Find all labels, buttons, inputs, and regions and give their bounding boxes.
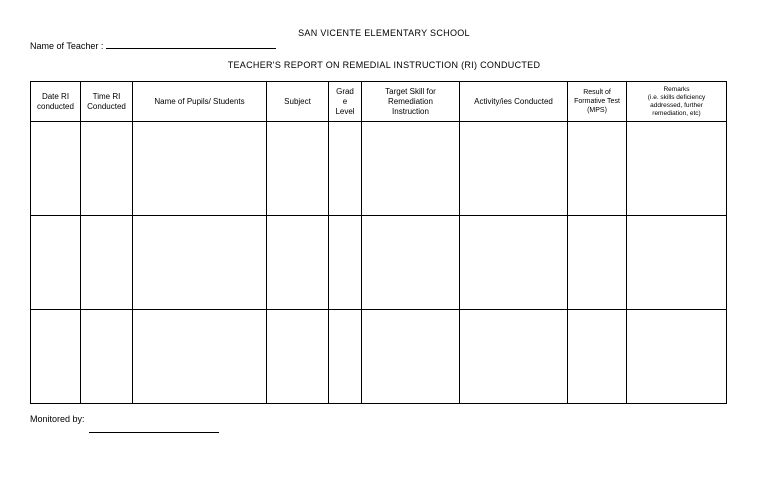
table-cell[interactable] — [133, 122, 267, 216]
table-cell[interactable] — [31, 122, 81, 216]
table-cell[interactable] — [460, 216, 568, 310]
table-cell[interactable] — [329, 310, 362, 404]
table-cell[interactable] — [81, 216, 133, 310]
signature-line — [89, 432, 219, 433]
table-cell[interactable] — [267, 310, 329, 404]
teacher-name-line — [30, 40, 276, 51]
col-header-time: Time RI Conducted — [81, 82, 133, 122]
col-header-target-skill: Target Skill for Remediation Instruction — [362, 82, 460, 122]
table-cell[interactable] — [31, 310, 81, 404]
col-header-grade: Grad e Level — [329, 82, 362, 122]
table-cell[interactable] — [460, 122, 568, 216]
table-cell[interactable] — [133, 310, 267, 404]
report-title: TEACHER'S REPORT ON REMEDIAL INSTRUCTION (RI) CONDUCTED — [227, 60, 541, 70]
table-cell[interactable] — [31, 216, 81, 310]
col-header-date: Date RI conducted — [31, 82, 81, 122]
col-header-subject: Subject — [267, 82, 329, 122]
col-header-activities: Activity/ies Conducted — [460, 82, 568, 122]
table-cell[interactable] — [133, 216, 267, 310]
col-header-pupils: Name of Pupils/ Students — [133, 82, 267, 122]
table-cell[interactable] — [460, 310, 568, 404]
table-cell[interactable] — [568, 216, 627, 310]
teacher-name-label: Name of Teacher : — [30, 41, 104, 51]
col-header-remarks: Remarks (i.e. skills deficiency addressed, further remediation, etc) — [627, 82, 727, 122]
table-cell[interactable] — [568, 122, 627, 216]
table-cell[interactable] — [329, 216, 362, 310]
table-cell[interactable] — [362, 310, 460, 404]
table-cell[interactable] — [627, 310, 727, 404]
table-cell[interactable] — [568, 310, 627, 404]
table-row — [31, 122, 727, 216]
table-cell[interactable] — [362, 122, 460, 216]
table-cell[interactable] — [81, 122, 133, 216]
table-cell[interactable] — [267, 122, 329, 216]
table-cell[interactable] — [329, 122, 362, 216]
table-cell[interactable] — [267, 216, 329, 310]
table-row — [31, 216, 727, 310]
table-header-row — [31, 82, 727, 122]
table-cell[interactable] — [627, 122, 727, 216]
table-cell[interactable] — [362, 216, 460, 310]
teacher-name-blank — [106, 40, 276, 49]
school-name: SAN VICENTE ELEMENTARY SCHOOL — [298, 28, 470, 38]
monitored-by-label: Monitored by: — [30, 414, 85, 424]
table-cell[interactable] — [627, 216, 727, 310]
table-cell[interactable] — [81, 310, 133, 404]
col-header-result: Result of Formative Test (MPS) — [568, 82, 627, 122]
table-row — [31, 310, 727, 404]
remedial-instruction-table — [30, 81, 727, 404]
